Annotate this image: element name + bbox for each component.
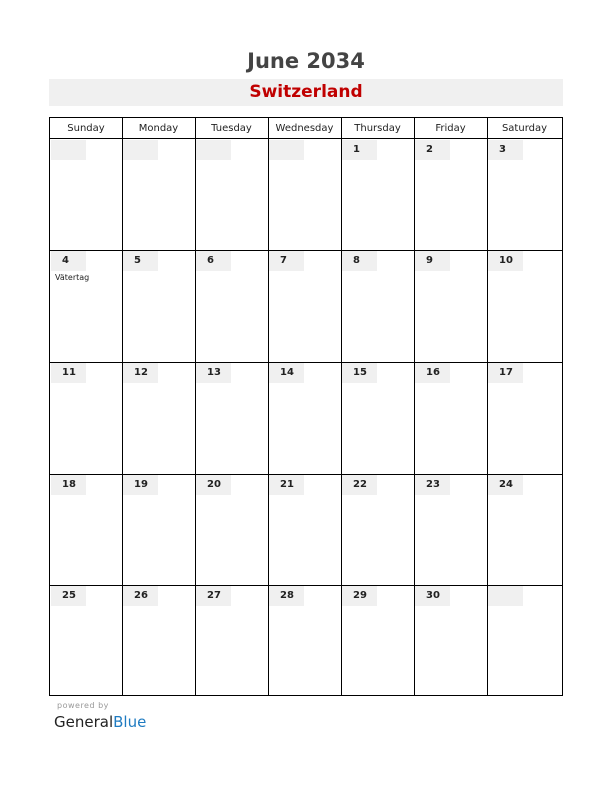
day-cell[interactable] bbox=[341, 362, 414, 474]
day-number: 12 bbox=[123, 363, 158, 383]
generalblue-logo[interactable] bbox=[54, 713, 146, 731]
day-cell[interactable] bbox=[341, 474, 414, 585]
day-cell[interactable] bbox=[50, 474, 122, 585]
day-cell[interactable] bbox=[414, 250, 487, 362]
day-number: 6 bbox=[196, 251, 231, 271]
day-number: 18 bbox=[51, 475, 86, 495]
day-number: 4 bbox=[51, 251, 86, 271]
weekday-header: Friday bbox=[414, 118, 487, 139]
day-cell[interactable] bbox=[487, 362, 562, 474]
day-cell[interactable] bbox=[268, 585, 341, 695]
weekday-header: Monday bbox=[122, 118, 195, 139]
day-number bbox=[123, 140, 158, 160]
logo-blue: Blue bbox=[113, 713, 147, 731]
day-number bbox=[196, 140, 231, 160]
day-number: 10 bbox=[488, 251, 523, 271]
day-number: 13 bbox=[196, 363, 231, 383]
day-cell[interactable] bbox=[487, 474, 562, 585]
holiday-label: Vätertag bbox=[55, 273, 90, 282]
day-cell[interactable] bbox=[195, 474, 268, 585]
day-cell[interactable] bbox=[414, 362, 487, 474]
day-cell[interactable] bbox=[487, 250, 562, 362]
country-banner bbox=[49, 79, 563, 106]
day-cell[interactable] bbox=[122, 250, 195, 362]
day-cell[interactable] bbox=[195, 362, 268, 474]
day-cell[interactable] bbox=[50, 250, 122, 362]
grid-divider bbox=[50, 250, 562, 251]
day-cell[interactable] bbox=[268, 139, 341, 250]
grid-divider bbox=[50, 585, 562, 586]
day-number: 30 bbox=[415, 586, 450, 606]
weekday-header: Thursday bbox=[341, 118, 414, 139]
day-number: 28 bbox=[269, 586, 304, 606]
grid-divider bbox=[414, 118, 415, 695]
day-cell[interactable] bbox=[122, 474, 195, 585]
day-number: 20 bbox=[196, 475, 231, 495]
grid-divider bbox=[195, 118, 196, 695]
day-cell[interactable] bbox=[414, 139, 487, 250]
day-cell[interactable] bbox=[414, 585, 487, 695]
day-number: 27 bbox=[196, 586, 231, 606]
day-number: 1 bbox=[342, 140, 377, 160]
day-cell[interactable] bbox=[341, 585, 414, 695]
day-cell[interactable] bbox=[195, 139, 268, 250]
day-number bbox=[269, 140, 304, 160]
day-number: 26 bbox=[123, 586, 158, 606]
day-number: 17 bbox=[488, 363, 523, 383]
grid-divider bbox=[268, 118, 269, 695]
day-number: 16 bbox=[415, 363, 450, 383]
day-cell[interactable] bbox=[122, 139, 195, 250]
day-cell[interactable] bbox=[50, 585, 122, 695]
day-number: 22 bbox=[342, 475, 377, 495]
day-number bbox=[488, 586, 523, 606]
page-title: June 2034 bbox=[247, 49, 365, 73]
day-cell[interactable] bbox=[50, 139, 122, 250]
grid-divider bbox=[50, 474, 562, 475]
day-number bbox=[51, 140, 86, 160]
day-number: 5 bbox=[123, 251, 158, 271]
day-cell[interactable] bbox=[195, 585, 268, 695]
weekday-header: Saturday bbox=[487, 118, 562, 139]
day-number: 23 bbox=[415, 475, 450, 495]
day-number: 29 bbox=[342, 586, 377, 606]
day-cell[interactable] bbox=[487, 585, 562, 695]
day-number: 7 bbox=[269, 251, 304, 271]
day-cell[interactable] bbox=[268, 362, 341, 474]
day-number: 24 bbox=[488, 475, 523, 495]
day-cell[interactable] bbox=[341, 250, 414, 362]
day-cell[interactable] bbox=[487, 139, 562, 250]
day-cell[interactable] bbox=[122, 362, 195, 474]
day-number: 15 bbox=[342, 363, 377, 383]
powered-by-label: powered by bbox=[57, 701, 109, 710]
day-cell[interactable] bbox=[414, 474, 487, 585]
day-cell[interactable] bbox=[195, 250, 268, 362]
day-number: 2 bbox=[415, 140, 450, 160]
weekday-header: Wednesday bbox=[268, 118, 341, 139]
logo-general: General bbox=[54, 713, 114, 731]
weekday-header: Tuesday bbox=[195, 118, 268, 139]
day-number: 19 bbox=[123, 475, 158, 495]
day-number: 9 bbox=[415, 251, 450, 271]
day-number: 8 bbox=[342, 251, 377, 271]
day-number: 25 bbox=[51, 586, 86, 606]
day-cell[interactable] bbox=[122, 585, 195, 695]
day-cell[interactable] bbox=[268, 250, 341, 362]
day-cell[interactable] bbox=[50, 362, 122, 474]
day-number: 14 bbox=[269, 363, 304, 383]
day-number: 3 bbox=[488, 140, 523, 160]
weekday-header: Sunday bbox=[50, 118, 122, 139]
day-number: 11 bbox=[51, 363, 86, 383]
grid-divider bbox=[487, 118, 488, 695]
country-name: Switzerland bbox=[249, 82, 363, 102]
grid-divider bbox=[122, 118, 123, 695]
calendar-grid bbox=[49, 117, 563, 696]
day-cell[interactable] bbox=[341, 139, 414, 250]
grid-divider bbox=[50, 362, 562, 363]
day-number: 21 bbox=[269, 475, 304, 495]
day-cell[interactable] bbox=[268, 474, 341, 585]
grid-divider bbox=[341, 118, 342, 695]
